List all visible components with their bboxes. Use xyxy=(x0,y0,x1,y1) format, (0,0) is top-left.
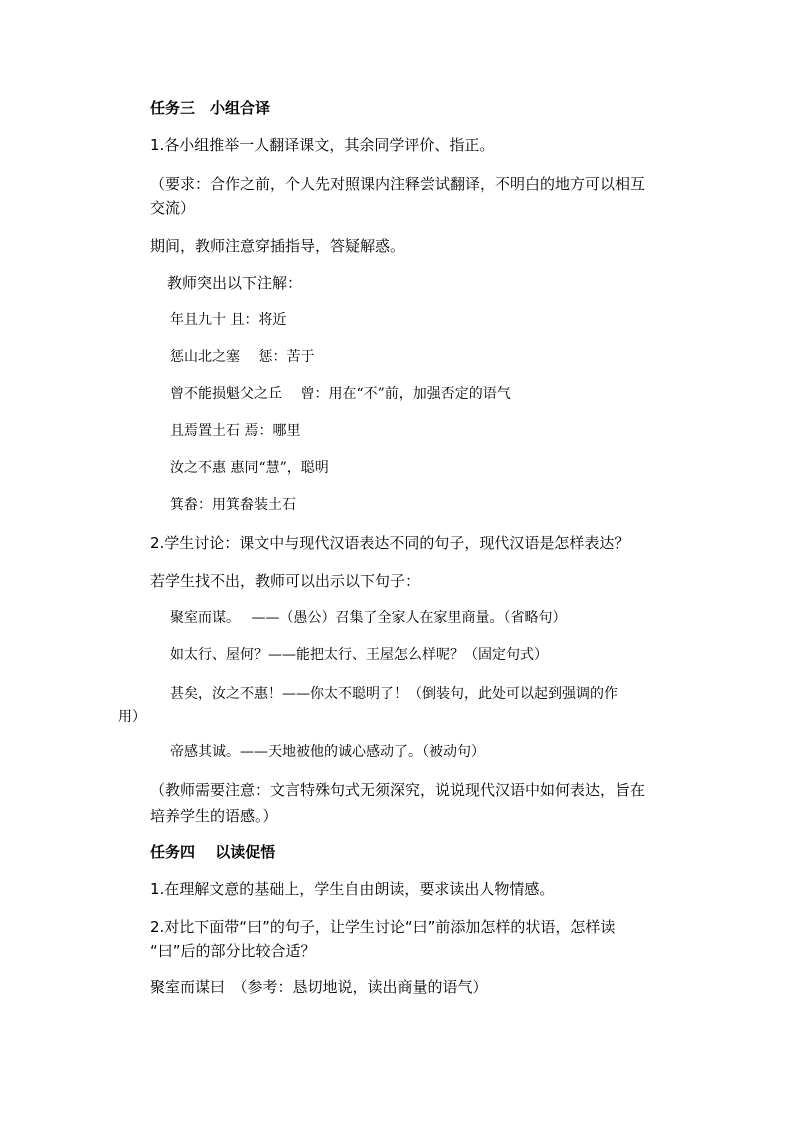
note-item: 惩山北之塞 惩：苦于 xyxy=(170,349,315,365)
note-item: 曾不能损魁父之丘 曾：用在“不”前，加强否定的语气 xyxy=(170,386,511,402)
note-item: 箕畚：用箕畚装土石 xyxy=(170,497,296,513)
task4-item1: 1.在理解文意的基础上，学生自由朗读，要求读出人物情感。 xyxy=(150,880,555,898)
notes-intro: 教师突出以下注解： xyxy=(167,274,303,292)
task3-heading: 任务三 小组合译 xyxy=(150,99,271,117)
task3-requirement-line1: （要求：合作之前，个人先对照课内注释尝试翻译，不明白的地方可以相互 xyxy=(150,175,646,193)
example-sentence-continued: 用） xyxy=(118,709,146,725)
example-sentence: 聚室而谋。 ——（愚公）召集了全家人在家里商量。（省略句） xyxy=(170,610,567,626)
task4-reference: 聚室而谋曰 （参考：恳切地说，读出商量的语气） xyxy=(150,978,488,996)
task3-item1: 1.各小组推举一人翻译课文，其余同学评价、指正。 xyxy=(150,136,495,154)
note-item: 年且九十 且：将近 xyxy=(170,312,287,328)
task4-item2-line1: 2.对比下面带“曰”的句子，让学生讨论“曰”前添加怎样的状语，怎样读 xyxy=(150,918,616,936)
task3-during: 期间，教师注意穿插指导，答疑解惑。 xyxy=(150,237,406,255)
note-item: 且焉置土石 焉：哪里 xyxy=(170,423,301,439)
teacher-note-line1: （教师需要注意：文言特殊句式无须深究，说说现代汉语中如何表达，旨在 xyxy=(150,781,646,799)
note-item: 汝之不惠 惠同“慧”，聪明 xyxy=(170,460,329,476)
teacher-note-line2: 培养学生的语感。） xyxy=(150,807,278,825)
task4-item2-line2: “曰”后的部分比较合适？ xyxy=(150,942,316,960)
task4-heading: 任务四 以读促悟 xyxy=(150,843,276,861)
task3-requirement-line2: 交流） xyxy=(150,199,196,217)
example-sentence: 帝感其诚。——天地被他的诚心感动了。（被动句） xyxy=(170,744,485,760)
task3-item2: 2.学生讨论：课文中与现代汉语表达不同的句子，现代汉语是怎样表达？ xyxy=(150,534,630,552)
example-sentence: 甚矣，汝之不惠！——你太不聪明了！（倒装句，此处可以起到强调的作 xyxy=(170,686,618,702)
task3-if-not-found: 若学生找不出，教师可以出示以下句子： xyxy=(150,572,421,590)
example-sentence: 如太行、屋何？——能把太行、王屋怎么样呢？（固定句式） xyxy=(170,647,548,663)
